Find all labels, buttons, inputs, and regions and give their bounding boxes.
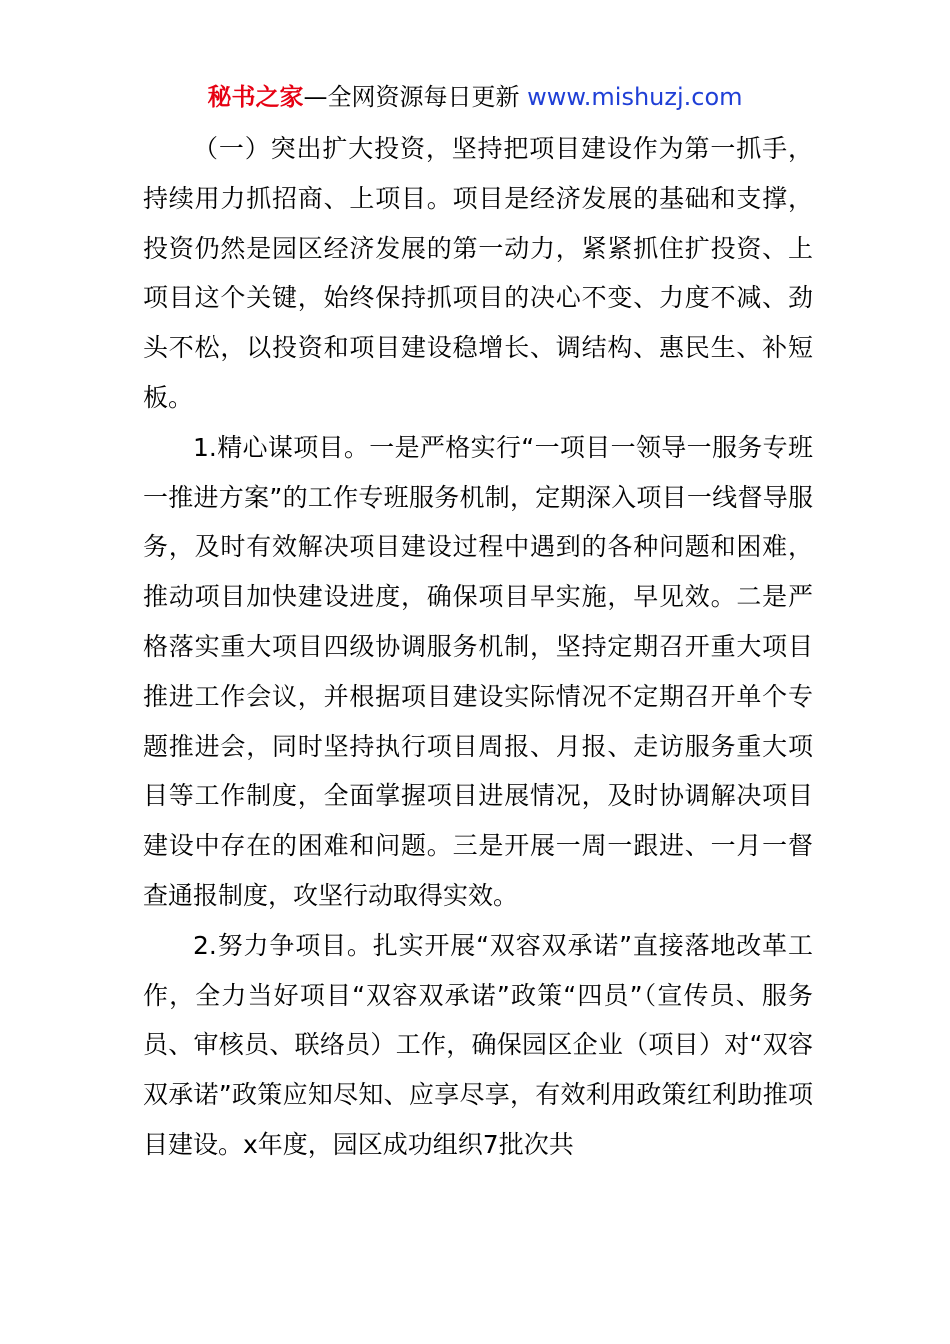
paragraph-plan-projects: 1.精心谋项目。一是严格实行“一项目一领导一服务专班一推进方案”的工作专班服务机制，定期深入项目一线督导服务，及时有效解决项目建设过程中遇到的各种问题和困难，推动项目加快建设进度，确保项目早实施，早见效。二是严格落实重大项目四级协调服务机制，坚持定期召开重大项目推进工作会议，并根据项目建设实际情况不定期召开单个专题推进会，同时坚持执行项目周报、月报、走访服务重大项目等工作制度，全面掌握项目进展情况，及时协调解决项目建设中存在的困难和问题。三是开展一周一跟进、一月一督查通报制度，攻坚行动取得实效。 [143, 432, 813, 910]
site-header [0, 80, 950, 114]
paragraph-strive-projects: 2.努力争项目。扎实开展“双容双承诺”直接落地改革工作，全力当好项目“双容双承诺”政策“四员”（宣传员、服务员、审核员、联络员）工作，确保园区企业（项目）对“双容双承诺”政策应知尽知、应享尽享，有效利用政策红利助推项目建设。x年度，园区成功组织7批次共 [143, 930, 813, 1159]
paragraph-investment: （一）突出扩大投资，坚持把项目建设作为第一抓手，持续用力抓招商、上项目。项目是经济发展的基础和支撑，投资仍然是园区经济发展的第一动力，紧紧抓住扩投资、上项目这个关键，始终保持抓项目的决心不变、力度不减、劲头不松，以投资和项目建设稳增长、调结构、惠民生、补短板。 [143, 134, 813, 412]
header-tagline: —全网资源每日更新 [303, 83, 528, 111]
document-body [143, 124, 813, 1170]
site-brand: 秘书之家 [207, 83, 304, 111]
site-url-link[interactable]: www.mishuzj.com [527, 83, 743, 111]
